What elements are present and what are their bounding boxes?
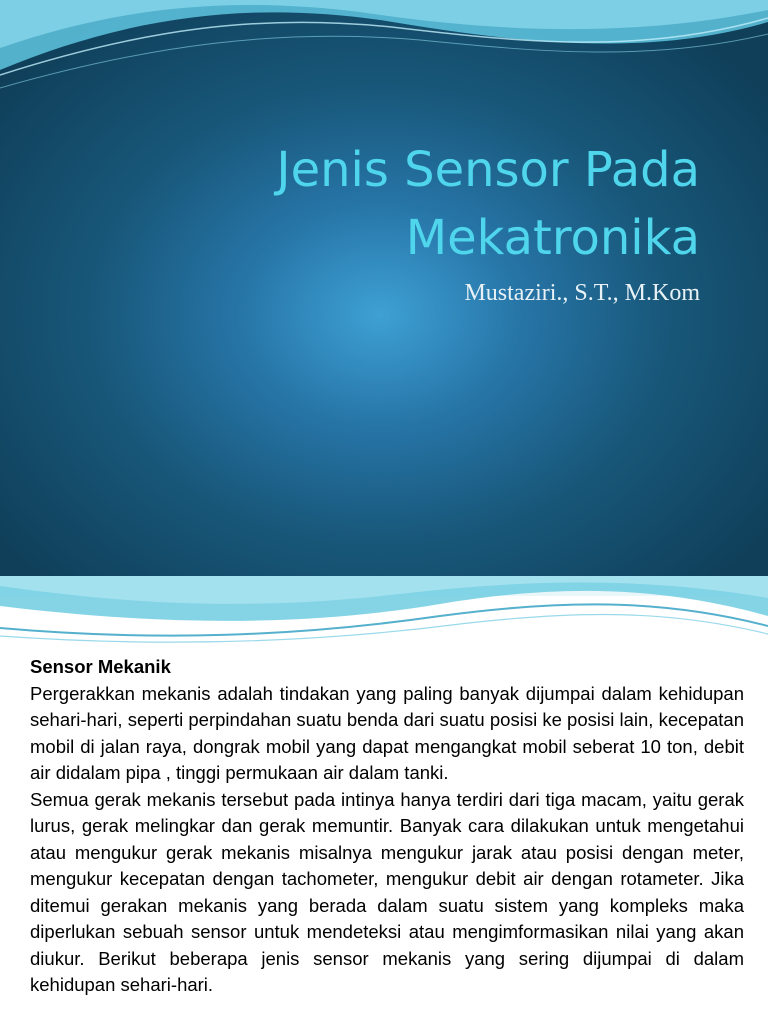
slide-title: Jenis Sensor Pada Mekatronika [276, 142, 700, 266]
paragraph: Pergerakkan mekanis adalah tindakan yang paling banyak dijumpai dalam kehidupan sehari-hari, seperti perpindahan suatu benda dari suatu posisi ke posisi lain, kecepatan mobil di jalan raya, dongrak mobil yang dapat mengangkat mobil seberat 10 ton, debit air didalam pipa , tinggi permukaan air dalam tanki. [30, 682, 744, 783]
content-slide [0, 576, 768, 1024]
content-body [30, 654, 744, 999]
section-heading: Sensor Mekanik [30, 656, 171, 677]
wave-decoration [0, 576, 768, 656]
paragraph: Semua gerak mekanis tersebut pada intinya hanya terdiri dari tiga macam, yaitu gerak lurus, gerak melingkar dan gerak memuntir. Banyak cara dilakukan untuk mengetahui atau mengukur gerak mekanis misalnya mengukur jarak atau posisi dengan meter, mengukur kecepatan dengan tachometer, mengukur debit air dengan rotameter. Jika ditemui gerakan mekanis yang berada dalam suatu sistem yang kompleks maka diperlukan sebuah sensor untuk mendeteksi atau mengimformasikan nilai yang akan diukur. Berikut beberapa jenis sensor mekanis yang sering dijumpai di dalam kehidupan sehari-hari. [30, 788, 744, 995]
slide-subtitle: Mustaziri., S.T., M.Kom [464, 280, 700, 306]
wave-decoration [0, 0, 768, 110]
